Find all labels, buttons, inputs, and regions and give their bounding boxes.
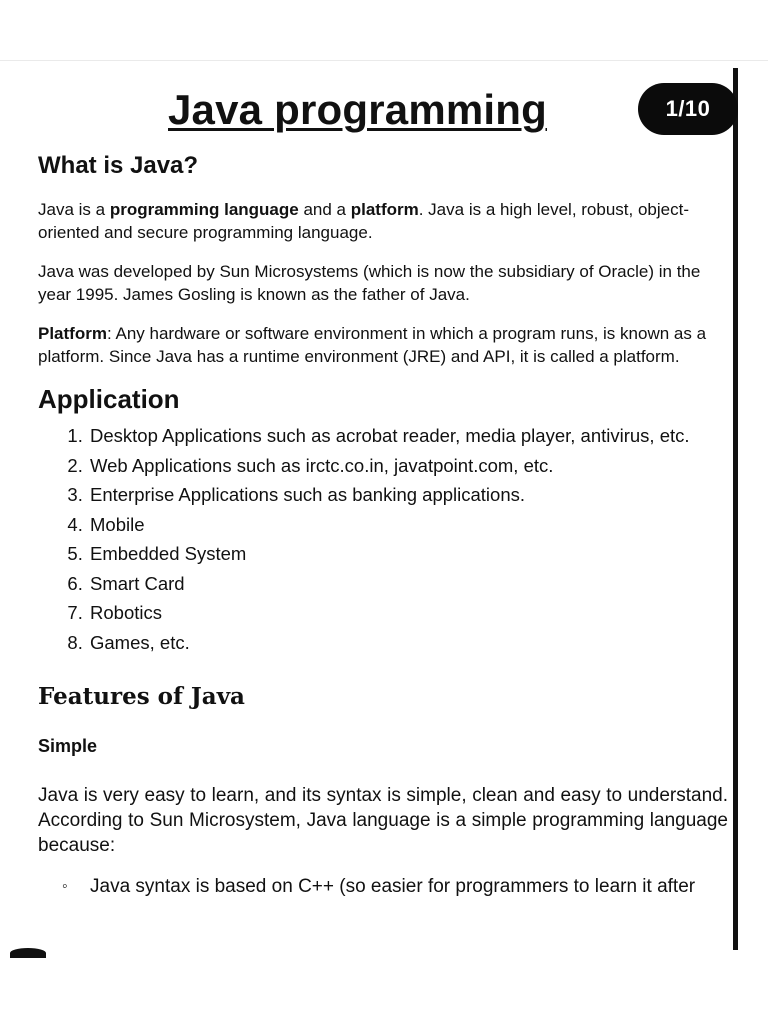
list-item: ◦ Java syntax is based on C++ (so easier for programmers to learn it after [90, 874, 728, 899]
application-list [38, 421, 728, 657]
platform-label: Platform [38, 324, 107, 343]
intro-bold-platform: platform [350, 200, 419, 219]
intro-text-2: and a [298, 200, 351, 219]
simple-bullet-list [38, 874, 728, 899]
page-title: Java programming [168, 86, 547, 133]
intro-bold-programming-language: programming language [109, 200, 299, 219]
paragraph-platform [38, 322, 728, 368]
intro-text-1: Java is a [38, 200, 110, 219]
section-heading-features: Features of Java [38, 683, 245, 710]
page-right-border [733, 68, 738, 950]
platform-text: : Any hardware or software environment in which a program runs, is known as a platform. Since Java has a runtime environment (JRE) and API, it is called a platform. [38, 324, 707, 366]
list-item: 5. Embedded System [88, 539, 728, 569]
list-item: 1. Desktop Applications such as acrobat reader, media player, antivirus, etc. [88, 421, 728, 451]
list-item: 2. Web Applications such as irctc.co.in, javatpoint.com, etc. [88, 451, 728, 481]
list-item: 8. Games, etc. [88, 628, 728, 658]
paragraph-intro [38, 198, 728, 244]
list-item: 7. Robotics [88, 598, 728, 628]
list-item: 4. Mobile [88, 510, 728, 540]
paragraph-simple: Java is very easy to learn, and its syntax is simple, clean and easy to understand. According to Sun Microsystem, Java language is a simple programming language because: [38, 785, 728, 856]
intro-text-3: . Java is a high level, robust, object-oriented and secure programming language. [38, 200, 689, 242]
page-bottom-mark [10, 948, 46, 958]
list-item: 3. Enterprise Applications such as banking applications. [88, 480, 728, 510]
subsection-heading-simple: Simple [38, 736, 98, 756]
list-item: 6. Smart Card [88, 569, 728, 599]
page-counter-badge: 1/10 [638, 83, 738, 135]
section-heading-what-is-java: What is Java? [38, 152, 199, 179]
paragraph-history: Java was developed by Sun Microsystems (which is now the subsidiary of Oracle) in the year 1995. James Gosling is known as the father of Java. [38, 262, 701, 304]
section-heading-application: Application [38, 384, 180, 414]
page-top-edge [0, 60, 768, 61]
document-content [38, 152, 728, 899]
